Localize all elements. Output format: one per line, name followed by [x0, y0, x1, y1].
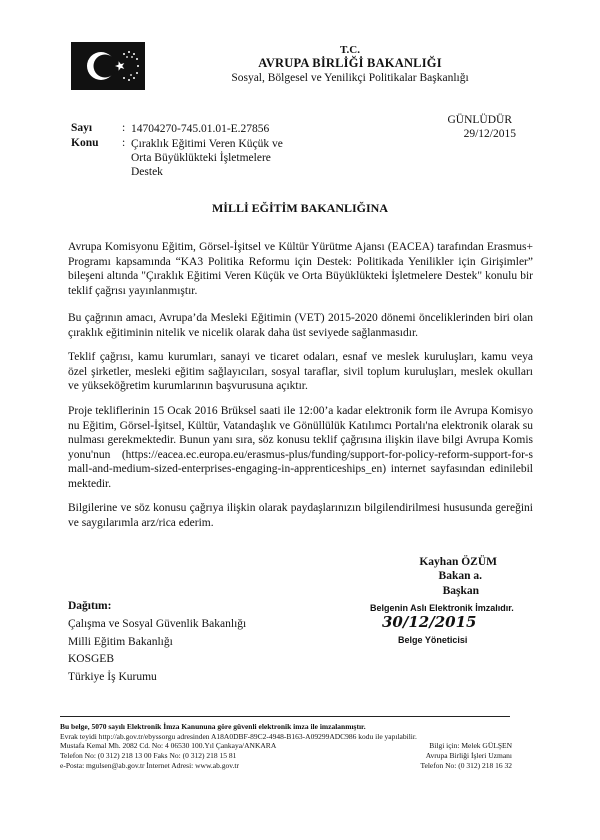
- footer-phones: Telefon No: (0 312) 218 13 00 Faks No: (0 312) 218 15 81: [60, 751, 237, 760]
- distribution-list: [68, 598, 246, 687]
- konu-line: Orta Büyüklükteki İşletmelere: [131, 152, 271, 164]
- priority-label: GÜNLÜDÜR: [447, 114, 512, 126]
- footer-info-person: Bilgi için: Melek GÜLŞEN: [429, 741, 512, 750]
- konu-line: Çıraklık Eğitimi Veren Küçük ve: [131, 138, 283, 150]
- konu-label: Konu: [71, 137, 99, 149]
- letterhead-ministry: AVRUPA BİRLİĞİ BAKANLIĞI: [258, 56, 442, 70]
- konu-row: [71, 137, 371, 183]
- sayi-colon: :: [122, 122, 126, 134]
- signatory-title-1: Bakan a.: [438, 570, 482, 582]
- footer-info-role: Avrupa Birliği İşleri Uzmanı: [425, 751, 512, 760]
- addressee: MİLLİ EĞİTİM BAKANLIĞINA: [211, 201, 389, 215]
- footer-verify-note: Evrak teyidi http://ab.gov.tr/ebyssorgu adresinden A18A0DBF-89C2-4948-B163-A09299ADC986 kodu ile yapılabilir.: [60, 732, 417, 741]
- footer-divider: [60, 716, 510, 717]
- distribution-item: Türkiye İş Kurumu: [68, 671, 157, 684]
- sayi-label: Sayı: [71, 122, 93, 134]
- konu-colon: :: [122, 137, 126, 149]
- letterhead-line-tc: T.C.: [340, 44, 360, 56]
- footer-address: Mustafa Kemal Mh. 2082 Cd. No: 4 06530 100.Yıl Çankaya/ANKARA: [60, 741, 277, 750]
- certification-signer: Belge Yöneticisi: [398, 635, 468, 645]
- body-paragraph-3: Teklif çağrısı, kamu kurumları, sanayi ve ticaret odaları, esnaf ve meslek kuruluşları, kamu veya özel şirketler, mesleki eğitim sağlayıcıları, sosyal taraflar, sivil toplum kuruluşları, meslek okulları ve yükseköğretim kurumlarının başvurusuna açıktır.: [68, 351, 533, 392]
- footer-contact: e-Posta: mgulsen@ab.gov.tr İnternet Adresi: www.ab.gov.tr: [60, 761, 239, 770]
- distribution-item: Çalışma ve Sosyal Güvenlik Bakanlığı: [68, 617, 247, 630]
- konu-value: [131, 137, 361, 179]
- document-date: 29/12/2015: [463, 128, 516, 140]
- body-paragraph-5: Bilgilerine ve söz konusu çağrıya ilişkin olarak paydaşlarınızın bilgilendirilmesi hususunda gereğini ve saygılarımla arz/rica ederim.: [68, 502, 533, 529]
- konu-line: Destek: [131, 166, 163, 178]
- distribution-title: Dağıtım:: [68, 600, 112, 612]
- certification-stamp-line: Belgenin Aslı Elektronik İmzalıdır.: [370, 603, 514, 613]
- sayi-row: [71, 122, 371, 138]
- letterhead-department: Sosyal, Bölgesel ve Yenilikçi Politikalar Başkanlığı: [231, 72, 469, 84]
- distribution-item: KOSGEB: [68, 653, 115, 666]
- signatory-title-2: Başkan: [442, 585, 479, 597]
- body-paragraph-4: Proje tekliflerinin 15 Ocak 2016 Brüksel saati ile 12:00’a kadar elektronik form ile Avrupa Komisyonu Eğitim, Görsel-İşitsel, Kültür, Vatandaşlık ve Gönüllülük Katılımcı Portalı'na elektronik olarak sunulması gerekmektedir. Bunun yanı sıra, söz konusu teklif çağrısına ilişkin ilave bilgi Avrupa Komisyonu'nun (https://eacea.ec.europa.eu/erasmus-plus/funding/support-for-policy-reform-support-for-small-and-medium-sized-enterprises-engaging-in-apprenticeships_en) internet sayfasından edinilebilmektedir.: [68, 405, 533, 490]
- handwritten-date: 30/12/2015: [382, 613, 477, 631]
- signatory-name: Kayhan ÖZÜM: [419, 556, 497, 568]
- distribution-item: Milli Eğitim Bakanlığı: [68, 635, 173, 648]
- footer-info-phone: Telefon No: (0 312) 218 16 32: [420, 761, 512, 770]
- sayi-value: 14704270-745.01.01-E.27856: [131, 123, 270, 135]
- turkish-eu-flag-logo: [71, 42, 145, 90]
- body-paragraph-1: Avrupa Komisyonu Eğitim, Görsel-İşitsel ve Kültür Yürütme Ajansı (EACEA) tarafından Erasmus+ Programı kapsamında “KA3 Politika Reformu için Destek: Politikada Yenilikler için Girişimler” bileşeni altında "Çıraklık Eğitimi Veren Küçük ve Orta Büyüklükteki İşletmelere Destek" konulu bir teklif çağrısı yayınlanmıştır.: [68, 241, 533, 297]
- crescent-star-icon: [71, 42, 145, 90]
- footer-esign-note: [60, 722, 366, 731]
- footer-esign-text: Bu belge, 5070 sayılı Elektronik İmza Kanununa göre güvenli elektronik imza ile imzalanmıştır.: [60, 722, 366, 731]
- body-paragraph-2: Bu çağrının amacı, Avrupa’da Mesleki Eğitimin (VET) 2015-2020 dönemi önceliklerinden biri olan çıraklık eğitiminin nitelik ve nicelik olarak daha üst seviyede sağlanmasıdır.: [68, 312, 533, 339]
